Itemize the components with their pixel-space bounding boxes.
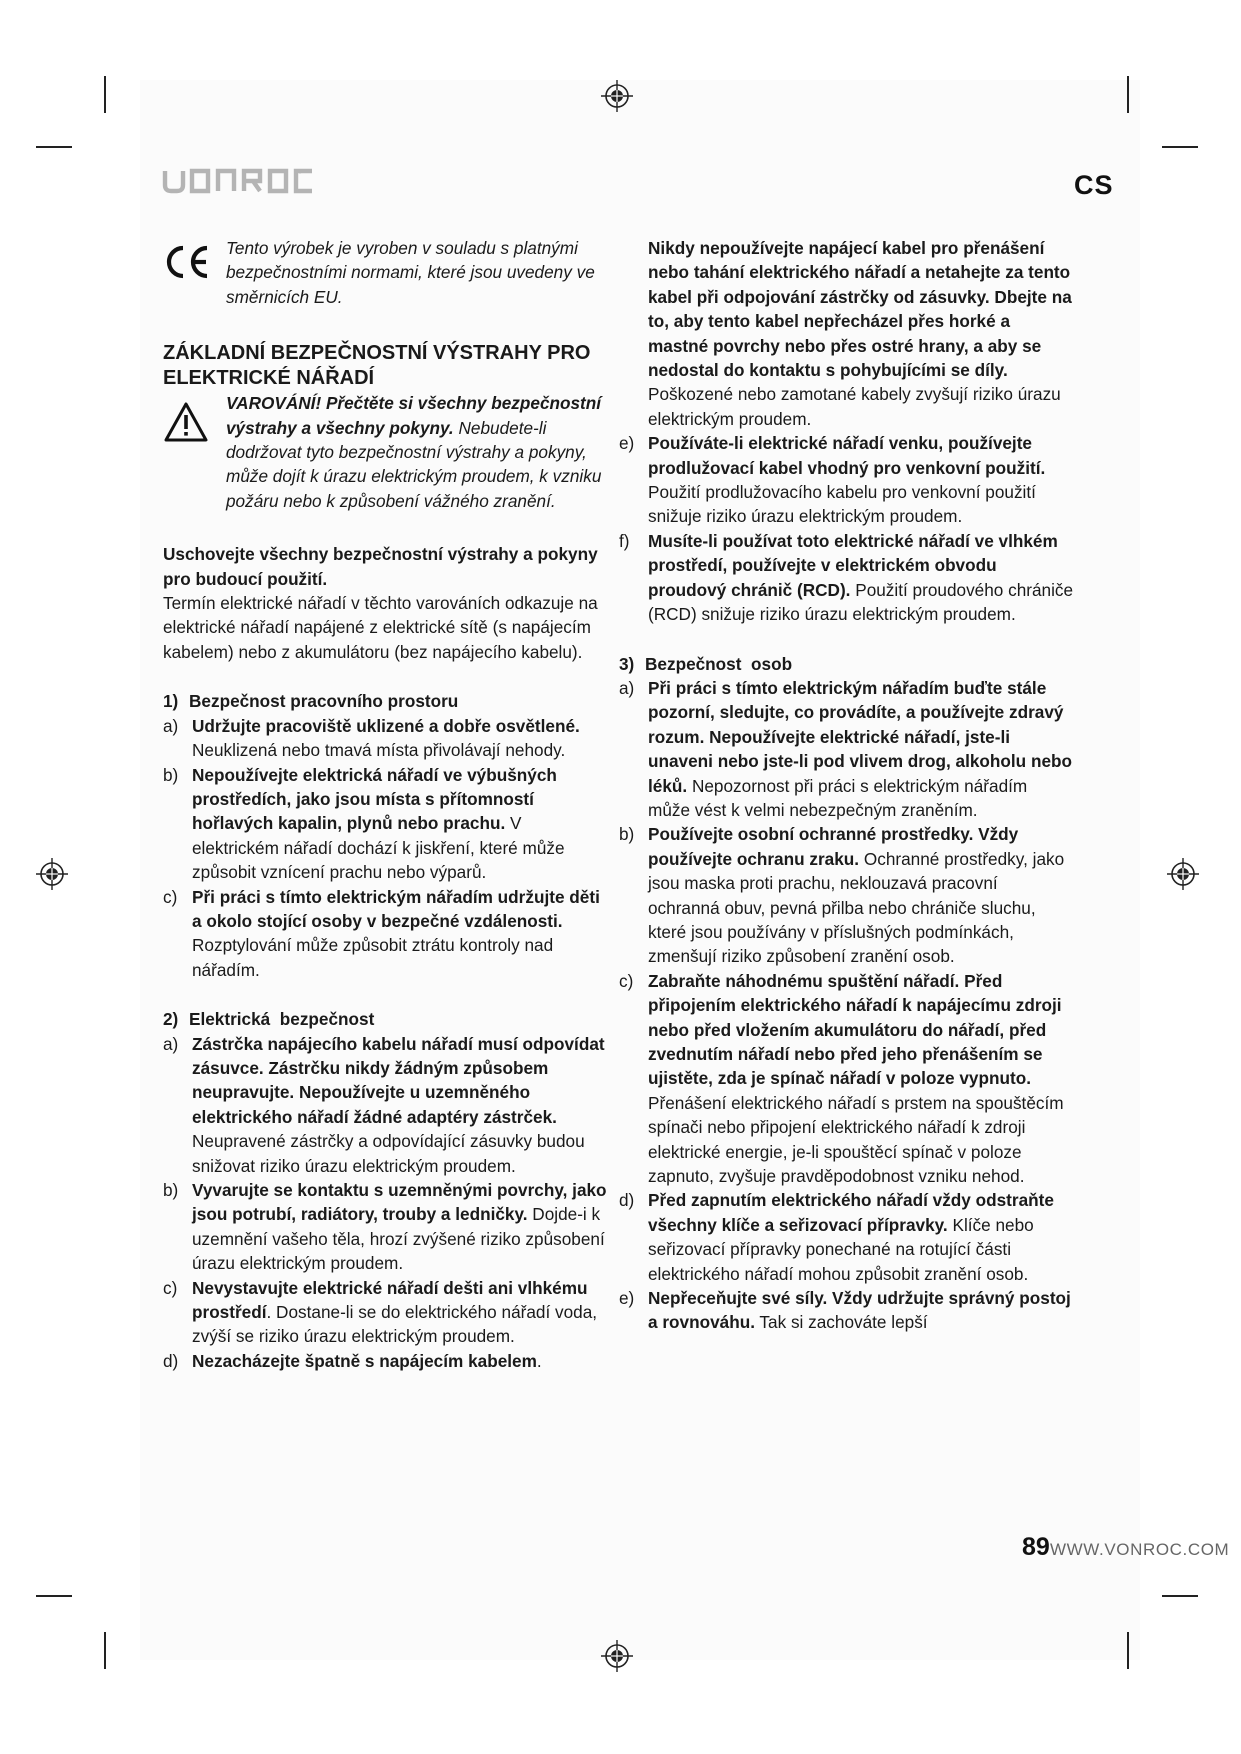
keep-instructions: [163, 542, 613, 664]
section-title-line-1: ZÁKLADNÍ BEZPEČNOSTNÍ VÝSTRAHY PRO: [163, 342, 591, 365]
warning-bold-text: VAROVÁNÍ! Přečtěte si všechny bezpečnostní výstrahy a všechny pokyny.: [226, 393, 602, 438]
page-footer: [1022, 1533, 1050, 1562]
warning-text: Nebudete-li dodržovat tyto bezpečnostní výstrahy a pokyny, může dojít k úrazu elektrickým proudem, k vzniku požáru nebo k způsobení vážného zranění.: [226, 417, 602, 511]
list-item: b) Vyvarujte se kontaktu s uzemněnými povrchy, jako jsou potrubí, radiátory, trouby a ledničky. Dojde-i k uzemnění vašeho těla, hrozí zvýšené riziko způsobení úrazu elektrickým proudem.: [163, 1180, 607, 1274]
warning-triangle-icon: [163, 401, 209, 443]
section-3-title: 3) Bezpečnost osob: [619, 653, 793, 674]
crop-mark-bottom-right-vertical: [1127, 1632, 1129, 1669]
keep-instructions-bold: Uschovejte všechny bezpečnostní výstrahy a pokyny pro budoucí použití.: [163, 544, 598, 589]
crop-mark-bottom-left-vertical: [104, 1632, 106, 1669]
left-column: [163, 236, 613, 1373]
registration-mark-icon: [601, 80, 633, 112]
crop-mark-bottom-left-horizontal: [36, 1595, 72, 1597]
crop-mark-top-right-horizontal: [1162, 146, 1198, 148]
list-item: c) Nevystavujte elektrické nářadí dešti ani vlhkému prostředí. Dostane-li se do elektrického nářadí voda, zvýší se riziko úrazu elektrickým proudem.: [163, 1277, 598, 1347]
list-item: d) Nezacházejte špatně s napájecím kabelem.: [163, 1350, 542, 1371]
crop-mark-top-left-horizontal: [36, 146, 72, 148]
list-item: e) Nepřeceňujte své síly. Vždy udržujte správný postoj a rovnováhu. Tak si zachováte lepší: [619, 1288, 1071, 1333]
list-item: d) Před zapnutím elektrického nářadí vždy odstraňte všechny klíče a seřizovací přípravky. Klíče nebo seřizovací přípravky ponechané na rotující části elektrického nářadí mohou způsobit zranění osob.: [619, 1190, 1054, 1284]
crop-mark-top-left-vertical: [104, 76, 106, 113]
website-clip: [1050, 1536, 1230, 1566]
list-item: c) Zabraňte náhodnému spuštění nářadí. Před připojením elektrického nářadí k napájecímu zdroji nebo před vložením akumulátoru do nářadí, před zvednutím nářadí nebo před jeho přenášením se ujistěte, zda je spínač nářadí v poloze vypnuto. Přenášení elektrického nářadí s prstem na spouštěcím spínači nebo připojení elektrického nářadí k zdroji elektrické energie, je-li spouštěcí spínač v poloze zapnuto, zvyšuje pravděpodobnost vzniku nehod.: [619, 970, 1064, 1187]
list-item: a) Udržujte pracoviště uklizené a dobře osvětlené. Neuklizená nebo tmavá místa přivolávají nehody.: [163, 715, 580, 761]
page-number: 89: [1022, 1533, 1050, 1561]
section-1-title: 1) Bezpečnost pracovního prostoru: [163, 691, 459, 712]
website-link[interactable]: WWW.VONROC.COM: [1050, 1540, 1230, 1559]
ce-conformity-note: [163, 236, 613, 309]
term-definition: Termín elektrické nářadí v těchto varováních odkazuje na elektrické nářadí napájené z elektrické sítě (s napájecím kabelem) nebo z akumulátoru (bez napájecího kabelu).: [163, 593, 598, 662]
warning-block: [163, 391, 613, 513]
language-code: CS: [1074, 170, 1114, 200]
crop-mark-bottom-right-horizontal: [1162, 1595, 1198, 1597]
right-column: [619, 236, 1074, 1335]
list-item: b) Používejte osobní ochranné prostředky. Vždy používejte ochranu zraku. Ochranné prostředky, jako jsou maska proti prachu, neklouzavá pracovní ochranná obuv, pevná přilba nebo chrániče sluchu, které jsou používány v příslušných podmínkách, zmenšují riziko způsobení zranění osob.: [619, 824, 1065, 967]
list-item: a) Při práci s tímto elektrickým nářadím buďte stále pozorní, sledujte, co provádíte, a používejte zdravý rozum. Nepoužívejte elektrické nářadí, jste-li unaveni nebo jste-li pod vlivem drog, alkoholu nebo léků. Nepozornost při práci s elektrickým nářadím může vést k velmi nebezpečným zraněním.: [619, 677, 1073, 820]
list-item: c) Při práci s tímto elektrickým nářadím udržujte děti a okolo stojící osoby v bezpečné vzdálenosti. Rozptylování může způsobit ztrátu kontroly nad nářadím.: [163, 886, 600, 980]
registration-mark-icon: [601, 1640, 633, 1672]
crop-mark-top-right-vertical: [1127, 76, 1129, 113]
ce-mark-icon: [163, 244, 211, 280]
registration-mark-icon: [1167, 858, 1199, 890]
registration-mark-icon: [36, 858, 68, 890]
section-title-line-2: ELEKTRICKÉ NÁŘADÍ: [163, 367, 375, 390]
brand-logo: [163, 168, 303, 194]
section-title: [163, 341, 613, 391]
ce-note-text: Tento výrobek je vyroben v souladu s platnými bezpečnostními normami, které jsou uvedeny ve směrnicích EU.: [226, 238, 595, 307]
section-2-title: 2) Elektrická bezpečnost: [163, 1009, 375, 1030]
list-item: a) Zástrčka napájecího kabelu nářadí musí odpovídat zásuvce. Zástrčku nikdy žádným způsobem neupravujte. Nepoužívejte u uzemněného elektrického nářadí žádné adaptéry zástrček. Neupravené zástrčky a odpovídající zásuvky budou snižovat riziko úrazu elektrickým proudem.: [163, 1033, 605, 1176]
list-item: b) Nepoužívejte elektrická nářadí ve výbušných prostředích, jako jsou místa s přítomností hořlavých kapalin, plynů nebo prachu. V elektrickém nářadí dochází k jiskření, které může způsobit vznícení prachu nebo výparů.: [163, 764, 565, 883]
list-item: f) Musíte-li používat toto elektrické nářadí ve vlhkém prostředí, používejte v elektrickém obvodu proudový chránič (RCD). Použití proudového chrániče (RCD) snižuje riziko úrazu elektrickým proudem.: [619, 530, 1074, 625]
section-2-item-d-continued: Nikdy nepoužívejte napájecí kabel pro přenášení nebo tahání elektrického nářadí a netahejte za tento kabel při odpojování zástrčky od zásuvky. Dbejte na to, aby tento kabel nepřecházel přes horké a mastné povrchy nebo přes ostré hrany, a aby se nedostal do kontaktu s pohybujícími se díly. Poškozené nebo zamotané kabely zvyšují riziko úrazu elektrickým proudem.: [648, 238, 1072, 429]
list-item: e) Používáte-li elektrické nářadí venku, používejte prodlužovací kabel vhodný pro venkovní použití. Použití prodlužovacího kabelu pro venkovní použití snižuje riziko úrazu elektrickým proudem.: [619, 433, 1046, 527]
